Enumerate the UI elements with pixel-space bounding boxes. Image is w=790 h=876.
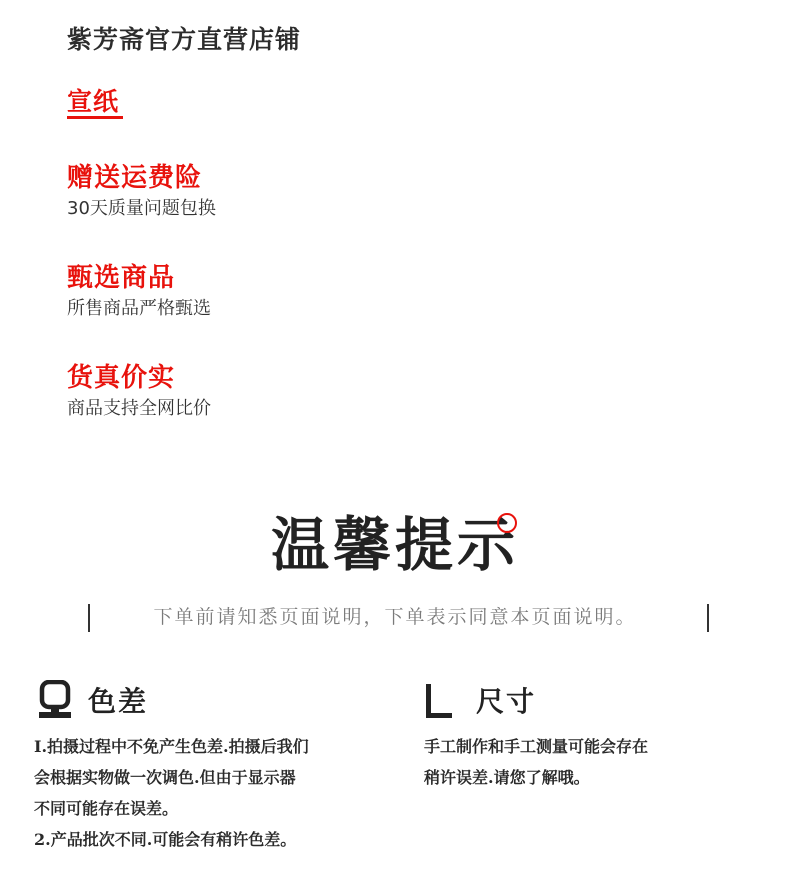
feature-title: 货真价实 [67,363,176,393]
category-tab[interactable]: 宣纸 [67,87,120,116]
size-label: 尺寸 [476,685,537,718]
tips-title: 温馨提示 [270,511,519,579]
ruler-corner-icon [424,680,454,720]
size-heading [424,680,536,720]
color-diff-heading [38,680,148,720]
right-bar [707,604,709,632]
shop-name: 紫芳斋官方直营店铺 [67,25,302,54]
feature-title: 甄选商品 [67,263,176,293]
feature-selected-goods [67,262,211,320]
note-line: 不同可能存在误差。 [34,799,179,818]
monitor-icon [38,680,72,720]
color-diff-body [34,731,309,855]
size-body [424,731,648,793]
feature-desc: 商品支持全网比价 [67,398,211,419]
tips-subtitle: 下单前请知悉页面说明，下单表示同意本页面说明。 [153,606,637,628]
note-line: 手工制作和手工测量可能会存在 [424,737,649,756]
note-line: 会根据实物做一次调色.但由于显示器 [34,768,296,787]
feature-shipping-insurance [67,162,216,220]
decor-circle [497,513,517,533]
color-diff-label: 色差 [88,685,149,718]
category-underline [67,116,123,119]
note-line: 稍许误差.请您了解哦。 [424,768,590,787]
tips-title-wrap [0,507,790,583]
feature-desc: 30天质量问题包换 [67,198,216,219]
feature-title: 赠送运费险 [67,163,203,193]
feature-desc: 所售商品严格甄选 [67,298,211,319]
feature-genuine-goods [67,362,211,420]
note-line: I.拍摄过程中不免产生色差.拍摄后我们 [34,737,309,756]
note-line: 2.产品批次不同.可能会有稍许色差。 [34,830,297,849]
